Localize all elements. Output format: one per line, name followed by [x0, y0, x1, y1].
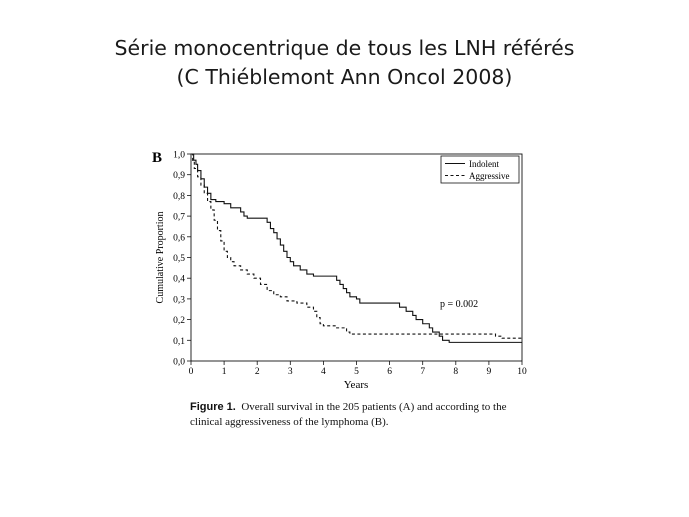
y-tick-label: 0,6	[173, 233, 185, 244]
y-tick-label: 1,0	[173, 150, 185, 161]
x-axis-label: Years	[343, 379, 369, 391]
caption-line-2: clinical aggressiveness of the lymphoma (B).	[190, 416, 389, 428]
legend-label-indolent: Indolent	[469, 159, 499, 169]
y-tick-label: 0,5	[173, 254, 185, 264]
y-tick-label: 0,7	[173, 212, 185, 223]
x-tick-label: 1	[221, 367, 227, 377]
x-axis	[189, 361, 527, 377]
y-axis	[173, 151, 191, 368]
x-tick-label: 5	[354, 367, 359, 377]
figure-caption	[190, 400, 550, 430]
y-tick-label: 0,3	[173, 295, 185, 306]
slide-title-line-2: (C Thiéblemont Ann Oncol 2008)	[176, 65, 513, 89]
caption-figure-label: Figure 1.	[190, 401, 236, 413]
p-value-annotation: p = 0.002	[440, 299, 479, 310]
y-tick-label: 0,0	[173, 357, 185, 368]
slide-title-line-1: Série monocentrique de tous les LNH référés	[114, 36, 575, 60]
y-axis-label: Cumulative Proportion	[155, 211, 166, 304]
panel-label: B	[152, 150, 163, 166]
x-tick-label: 3	[287, 367, 293, 377]
y-tick-label: 0,1	[173, 336, 185, 347]
x-tick-label: 0	[188, 367, 194, 377]
legend	[441, 156, 519, 183]
caption-line-1: Overall survival in the 205 patients (A) and according to the	[241, 401, 507, 413]
x-tick-label: 7	[420, 367, 426, 377]
x-tick-label: 6	[387, 367, 392, 377]
y-tick-label: 0,2	[173, 316, 185, 327]
legend-label-aggressive: Aggressive	[469, 171, 510, 181]
y-tick-label: 0,9	[173, 171, 185, 182]
x-tick-label: 9	[486, 367, 492, 377]
x-tick-label: 4	[321, 367, 326, 377]
x-tick-label: 10	[517, 367, 527, 377]
y-tick-label: 0,4	[173, 274, 185, 285]
plot-frame	[191, 154, 522, 361]
x-tick-label: 8	[453, 367, 459, 377]
x-tick-label: 2	[254, 367, 260, 377]
y-tick-label: 0,8	[173, 191, 185, 202]
